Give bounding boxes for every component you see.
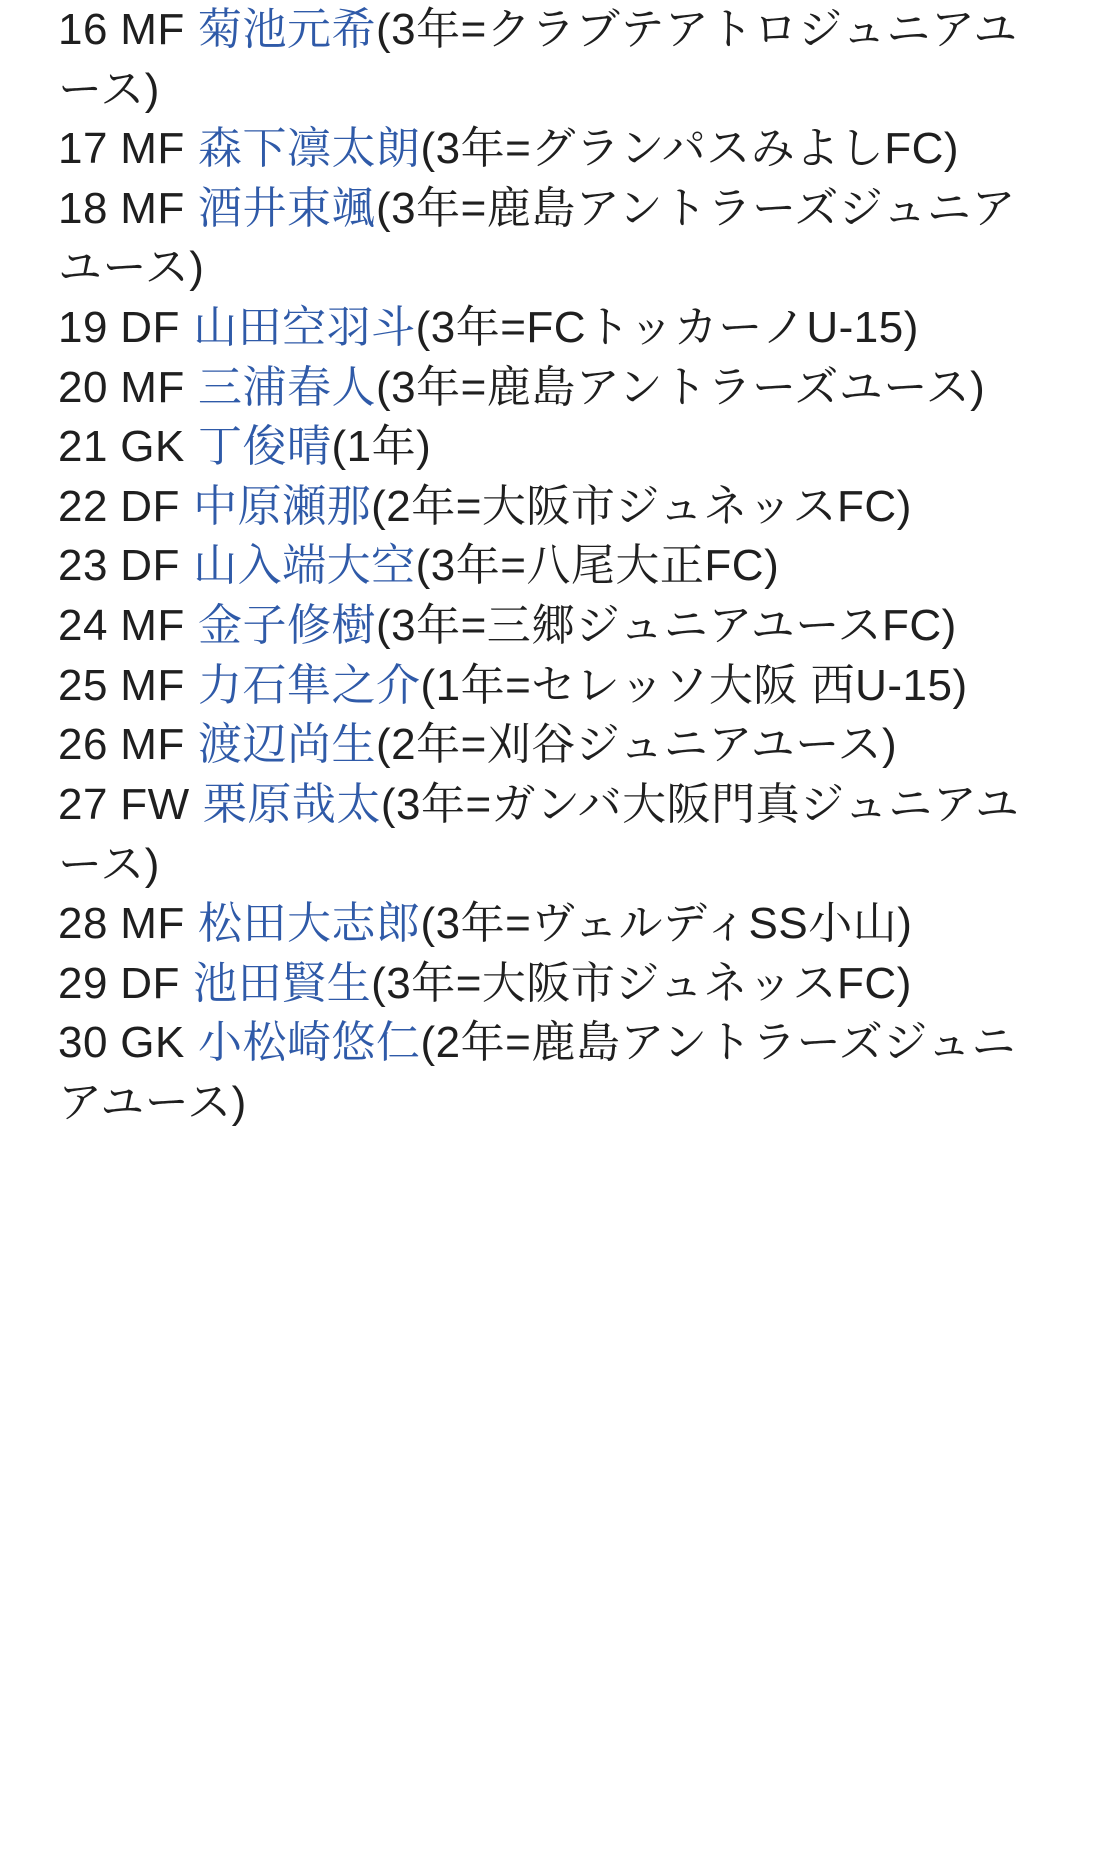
player-position: MF <box>120 601 185 651</box>
player-detail: (2年=鹿島アントラーズジュニアユース) <box>58 1018 1017 1127</box>
player-detail: (3年=クラブテアトロジュニアユース) <box>58 5 1018 114</box>
player-name-link[interactable]: 中原瀬那 <box>193 481 372 531</box>
player-name-link[interactable]: 池田賢生 <box>193 958 372 1008</box>
roster-player-row <box>58 775 1039 894</box>
player-number: 23 <box>58 541 108 591</box>
player-name-link[interactable]: 小松崎悠仁 <box>198 1018 421 1068</box>
roster-player-row <box>58 656 1039 716</box>
player-position: DF <box>120 541 180 591</box>
player-detail: (3年=八尾大正FC) <box>415 541 780 591</box>
player-position: GK <box>120 422 185 472</box>
player-name-link[interactable]: 渡辺尚生 <box>197 720 376 770</box>
player-position: MF <box>120 660 185 710</box>
player-name-link[interactable]: 山田空羽斗 <box>193 303 416 353</box>
player-number: 22 <box>58 481 108 531</box>
player-number: 17 <box>58 124 108 174</box>
player-position: DF <box>120 958 180 1008</box>
player-detail: (3年=ガンバ大阪門真ジュニアユース) <box>58 779 1020 889</box>
player-name-link[interactable]: 菊池元希 <box>197 5 376 54</box>
player-name-link[interactable]: 力石隼之介 <box>197 660 421 710</box>
player-number: 18 <box>58 183 108 233</box>
player-position: MF <box>120 5 185 54</box>
roster-player-row <box>58 477 1039 537</box>
player-number: 19 <box>58 303 108 353</box>
roster-player-row <box>58 536 1039 596</box>
player-name-link[interactable]: 山入端大空 <box>193 541 416 591</box>
player-position: MF <box>120 124 185 174</box>
player-detail: (3年=グランパスみよしFC) <box>420 124 960 174</box>
player-number: 29 <box>58 958 108 1008</box>
player-number: 25 <box>58 660 108 710</box>
player-detail: (1年=セレッソ大阪 西U-15) <box>420 660 968 710</box>
player-number: 24 <box>58 601 108 651</box>
player-position: MF <box>120 720 185 770</box>
player-name-link[interactable]: 三浦春人 <box>197 362 376 412</box>
player-name-link[interactable]: 酒井束颯 <box>197 183 376 233</box>
player-detail: (3年=三郷ジュニアユースFC) <box>375 601 957 651</box>
player-position: MF <box>120 899 185 949</box>
player-detail: (2年=刈谷ジュニアユース) <box>375 720 898 770</box>
player-detail: (1年) <box>331 422 432 472</box>
roster-player-row <box>58 715 1039 775</box>
player-number: 26 <box>58 720 108 770</box>
player-position: DF <box>120 481 180 531</box>
player-number: 27 <box>58 779 108 829</box>
player-number: 30 <box>58 1018 108 1068</box>
player-detail: (3年=鹿島アントラーズユース) <box>375 362 986 412</box>
player-number: 16 <box>58 5 108 54</box>
player-detail: (3年=鹿島アントラーズジュニアユース) <box>58 183 1016 293</box>
player-detail: (3年=FCトッカーノU-15) <box>415 303 919 353</box>
player-position: MF <box>120 183 185 233</box>
player-name-link[interactable]: 栗原哉太 <box>202 779 381 829</box>
player-name-link[interactable]: 松田大志郎 <box>197 899 421 949</box>
roster-player-row <box>58 119 1039 179</box>
roster-player-row <box>58 298 1039 358</box>
player-detail: (3年=ヴェルディSS小山) <box>420 899 913 949</box>
player-detail: (2年=大阪市ジュネッスFC) <box>371 481 912 531</box>
player-number: 20 <box>58 362 108 412</box>
roster-player-row <box>58 954 1039 1014</box>
player-position: GK <box>120 1018 185 1068</box>
roster-player-row <box>58 1013 1039 1132</box>
player-name-link[interactable]: 森下凛太朗 <box>197 124 421 174</box>
player-position: DF <box>120 303 180 353</box>
player-number: 28 <box>58 899 108 949</box>
player-number: 21 <box>58 422 108 472</box>
player-position: MF <box>120 362 185 412</box>
player-name-link[interactable]: 金子修樹 <box>197 601 376 651</box>
player-detail: (3年=大阪市ジュネッスFC) <box>371 958 912 1008</box>
roster-player-row <box>58 179 1039 298</box>
roster-player-row <box>58 358 1039 418</box>
roster-player-row <box>58 0 1039 119</box>
player-position: FW <box>120 779 190 829</box>
roster-player-row <box>58 417 1039 477</box>
player-name-link[interactable]: 丁俊晴 <box>198 422 332 472</box>
roster-player-row <box>58 894 1039 954</box>
roster-player-row <box>58 596 1039 656</box>
